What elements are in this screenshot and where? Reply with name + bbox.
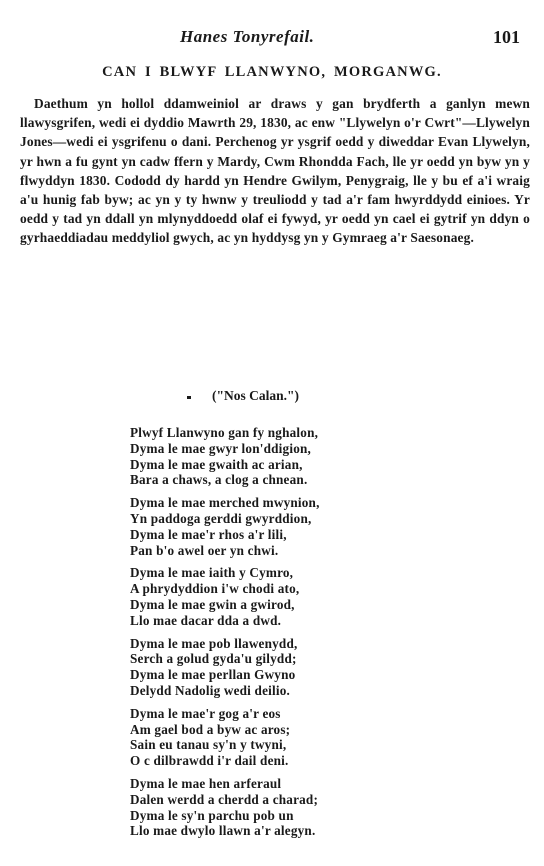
ink-mark [187,396,191,399]
poem-line: Llo mae dacar dda a dwd. [130,612,282,628]
poem-line: A phrydyddion i'w chodi ato, [130,581,300,597]
stanza [130,636,450,699]
poem-line: Dalen werdd a cherdd a charad; [130,791,319,807]
poem-line: Delydd Nadolig wedi deilio. [130,682,291,698]
poem-line: Llo mae dwylo llawn a'r alegyn. [130,823,316,839]
poem-line: Dyma le mae hen arferaul [130,775,282,791]
stanza [130,706,450,769]
poem [130,425,450,846]
poem-line: Plwyf Llanwyno gan fy nghalon, [130,425,319,440]
poem-line: Dyma le mae iaith y Cymro, [130,565,294,581]
stanza [130,425,450,488]
poem-line: Sain eu tanau sy'n y twyni, [130,737,287,753]
poem-line: Dyma le mae gwyr lon'ddigion, [130,440,312,456]
stanza [130,495,450,558]
poem-line: Dyma le sy'n parchu pob un [130,807,294,823]
poem-line: Dyma le mae gwaith ac arian, [130,456,303,472]
poem-line: Dyma le mae pob llawenydd, [130,635,298,651]
poem-line: Dyma le mae'r gog a'r eos [130,705,281,721]
stanza [130,565,450,628]
stanza [130,776,450,839]
poem-line: Dyma le mae'r rhos a'r lili, [130,526,287,542]
intro-paragraph: Daethum yn hollol ddamweiniol ar draws y gan brydferth a ganlyn mewn llawysgrifen, wedi ei dyddio Mawrth 29, 1830, ac enw "Llywelyn o'r Cwrt"—Llywelyn Jones—wedi ei ysgrifenu o dani. Perchenog yr ysgrif oedd y diweddar Evan Llywelyn, yr hwn a fu gynt yn cadw ffern y Mardy, Cwm Rhondda Fach, lle yr oedd yn byw yn y flwyddyn 1830. Cododd dy hardd yn Hendre Gwilym, Penygraig, lle y bu ef a'i wraig a'u hunig fab byw; ac yn y ty hwnw y treuliodd y tad a'r fam hwyrddydd einioes. Yr oedd y tad yn ddall yn mlynyddoedd olaf ei fywyd, yr oedd yn cael ei gytrif yn ddyn o gyrhaeddiadau meddyliol gwych, ac yn hyddysg yn y Gymraeg a'r Saesonaeg. [20,96,530,246]
poem-line: Am gael bod a byw ac aros; [130,721,291,737]
running-head [180,27,520,51]
poem-line: Dyma le mae merched mwynion, [130,495,320,511]
poem-title: ("Nos Calan.") [212,388,299,403]
poem-line: Serch a golud gyda'u gilydd; [130,651,297,667]
poem-line: O c dilbrawdd i'r dail deni. [130,753,289,769]
poem-line: Yn paddoga gerddi gwyrddion, [130,510,312,526]
chapter-title: CAN I BLWYF LLANWYNO, MORGANWG. [102,64,442,80]
running-title: Hanes Tonyrefail. [180,27,315,46]
poem-line: Dyma le mae gwin a gwirod, [130,596,295,612]
page-number: 101 [493,27,520,47]
poem-line: Bara a chaws, a clog a chnean. [130,472,308,488]
poem-line: Dyma le mae perllan Gwyno [130,667,296,683]
poem-line: Pan b'o awel oer yn chwi. [130,542,279,558]
